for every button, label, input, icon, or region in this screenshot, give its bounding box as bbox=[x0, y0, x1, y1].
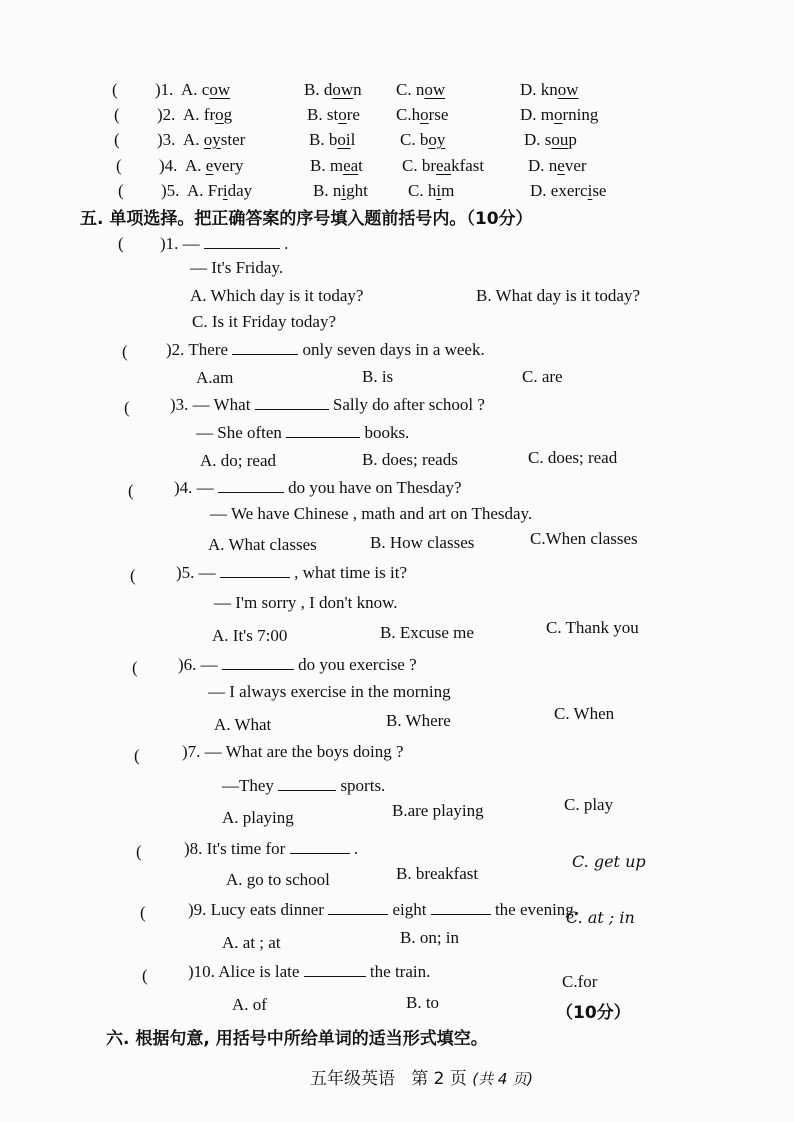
question-stem: )3. — What bbox=[170, 395, 251, 414]
option-text: re bbox=[346, 105, 360, 124]
underlined-letters: i bbox=[222, 181, 228, 200]
answer-line: — We have Chinese , math and art on Thesday. bbox=[210, 504, 533, 523]
question-stem-rest: do you have on Thesday? bbox=[288, 478, 462, 497]
option-text: rse bbox=[428, 105, 449, 124]
option-a: A. What classes bbox=[208, 535, 317, 554]
fill-blank bbox=[255, 395, 329, 410]
pronunciation-option bbox=[185, 156, 244, 176]
option-a: A. What bbox=[214, 715, 272, 734]
option-b: B. Where bbox=[386, 711, 451, 730]
question-number: )4. bbox=[159, 156, 178, 175]
option-a: A. It's 7:00 bbox=[212, 626, 288, 645]
question-10 bbox=[188, 962, 430, 982]
underlined-letters: o bbox=[420, 105, 429, 124]
answer-line bbox=[196, 423, 409, 443]
question-stem-rest: do you exercise ? bbox=[298, 655, 417, 674]
underlined-letters: o bbox=[338, 105, 347, 124]
answer-paren: ( bbox=[140, 903, 146, 922]
answer-paren: ( bbox=[118, 234, 124, 253]
section-5-title: 五. 单项选择。把正确答案的序号填入题前括号内。（10分） bbox=[80, 209, 533, 229]
question-number: )5. bbox=[161, 181, 180, 200]
question-4 bbox=[174, 478, 462, 498]
underlined-letters: i bbox=[436, 181, 442, 200]
option-c: C. get up bbox=[572, 852, 646, 871]
pronunciation-option bbox=[396, 105, 448, 125]
pronunciation-option bbox=[520, 105, 598, 125]
option-a: A.am bbox=[196, 368, 234, 387]
question-stem: )1. — bbox=[160, 234, 200, 253]
question-stem: )4. — bbox=[174, 478, 214, 497]
question-stem: )6. — bbox=[178, 655, 218, 674]
underlined-letters: e bbox=[205, 156, 214, 175]
fill-blank bbox=[304, 962, 366, 977]
option-c: C. Thank you bbox=[546, 618, 639, 637]
option-c: C. When bbox=[554, 704, 615, 723]
question-stem-rest: Sally do after school ? bbox=[332, 395, 485, 414]
pronunciation-option bbox=[524, 130, 577, 150]
question-2 bbox=[166, 340, 485, 360]
option-c: C. Is it Friday today? bbox=[192, 312, 337, 331]
answer-text: — She often bbox=[196, 423, 282, 442]
option-text: C. b bbox=[400, 130, 429, 149]
option-c: C. play bbox=[564, 795, 614, 814]
option-a: A. Which day is it today? bbox=[190, 286, 364, 305]
underlined-letters: oy bbox=[428, 130, 446, 149]
underlined-letters: ou bbox=[551, 130, 569, 149]
fill-blank bbox=[290, 839, 350, 854]
option-b: B. to bbox=[406, 993, 440, 1012]
option-b: B. How classes bbox=[370, 533, 475, 552]
option-text: ver bbox=[564, 156, 587, 175]
pronunciation-option bbox=[396, 80, 445, 100]
option-text: B. d bbox=[304, 80, 333, 99]
option-b: B. is bbox=[362, 367, 394, 386]
option-text: ght bbox=[346, 181, 368, 200]
question-5 bbox=[176, 563, 407, 583]
pronunciation-option bbox=[313, 181, 368, 201]
answer-paren: ( bbox=[130, 566, 136, 585]
option-text: n bbox=[353, 80, 362, 99]
option-text: C.h bbox=[396, 105, 421, 124]
option-text: m bbox=[441, 181, 455, 200]
option-a: A. do; read bbox=[200, 451, 277, 470]
underlined-letters: ea bbox=[343, 156, 359, 175]
question-stem-rest: , what time is it? bbox=[294, 563, 408, 582]
answer-text: sports. bbox=[340, 776, 386, 795]
answer-line bbox=[222, 776, 385, 796]
pronunciation-option bbox=[181, 80, 230, 100]
underlined-letters: ow bbox=[209, 80, 231, 99]
fill-blank bbox=[232, 340, 298, 355]
answer-paren: ( bbox=[128, 481, 134, 500]
pronunciation-option bbox=[183, 130, 245, 150]
option-c: C.for bbox=[562, 972, 598, 991]
option-c: C. does; read bbox=[528, 448, 618, 467]
underlined-letters: i bbox=[587, 181, 593, 200]
option-text: A. fr bbox=[183, 105, 216, 124]
underlined-letters: i bbox=[341, 181, 347, 200]
underlined-letters: ow bbox=[424, 80, 446, 99]
answer-line: — I'm sorry , I don't know. bbox=[214, 593, 398, 612]
fill-blank bbox=[222, 655, 294, 670]
answer-paren: ( bbox=[116, 156, 122, 175]
question-stem: )2. There bbox=[166, 340, 228, 359]
option-text: C. br bbox=[402, 156, 436, 175]
option-text: t bbox=[358, 156, 363, 175]
pronunciation-option bbox=[400, 130, 445, 150]
question-stem: )8. It's time for bbox=[184, 839, 286, 858]
option-text: C. h bbox=[408, 181, 437, 200]
question-stem-rest: only seven days in a week. bbox=[302, 340, 485, 359]
pronunciation-option bbox=[310, 156, 363, 176]
question-stem-rest: the evening. bbox=[494, 900, 579, 919]
underlined-letters: e bbox=[557, 156, 565, 175]
answer-paren: ( bbox=[124, 398, 130, 417]
answer-paren: ( bbox=[134, 746, 140, 765]
answer-paren: ( bbox=[112, 80, 118, 99]
section-6-score: （10分） bbox=[556, 1003, 631, 1023]
question-stem-mid: eight bbox=[392, 900, 427, 919]
option-a: A. of bbox=[232, 995, 267, 1014]
fill-blank bbox=[286, 423, 360, 438]
option-text: B. m bbox=[310, 156, 344, 175]
underlined-letters: ow bbox=[332, 80, 354, 99]
pronunciation-option bbox=[530, 181, 606, 201]
option-b: B. breakfast bbox=[396, 864, 479, 883]
question-9 bbox=[188, 900, 578, 920]
option-text: A. bbox=[183, 130, 204, 149]
pronunciation-option bbox=[304, 80, 362, 100]
option-text: A. bbox=[185, 156, 206, 175]
pronunciation-option bbox=[187, 181, 252, 201]
answer-paren: ( bbox=[114, 130, 120, 149]
fill-blank bbox=[328, 900, 388, 915]
option-b: B. on; in bbox=[400, 928, 460, 947]
question-stem: )10. Alice is late bbox=[188, 962, 300, 981]
fill-blank bbox=[204, 234, 280, 249]
option-b: B. does; reads bbox=[362, 450, 458, 469]
answer-paren: ( bbox=[122, 342, 128, 361]
fill-blank bbox=[220, 563, 290, 578]
option-text: B. st bbox=[307, 105, 339, 124]
option-text: D. n bbox=[528, 156, 558, 175]
option-text: B. n bbox=[313, 181, 342, 200]
pronunciation-option bbox=[408, 181, 454, 201]
question-number: )3. bbox=[157, 130, 176, 149]
footer-total: (共 4 页) bbox=[472, 1070, 534, 1088]
option-a: A. playing bbox=[222, 808, 294, 827]
fill-blank bbox=[431, 900, 491, 915]
option-text: se bbox=[592, 181, 607, 200]
option-a: A. at ; at bbox=[222, 933, 281, 952]
answer-line: — It's Friday. bbox=[190, 258, 284, 277]
question-3 bbox=[170, 395, 485, 415]
answer-paren: ( bbox=[142, 966, 148, 985]
option-text: B. b bbox=[309, 130, 338, 149]
answer-paren: ( bbox=[136, 842, 142, 861]
option-text: A. c bbox=[181, 80, 210, 99]
question-7: )7. — What are the boys doing ? bbox=[182, 742, 404, 761]
option-text: p bbox=[568, 130, 577, 149]
fill-blank bbox=[278, 776, 336, 791]
question-1: )1. — . bbox=[160, 234, 289, 253]
fill-blank bbox=[218, 478, 284, 493]
section-6-title: 六. 根据句意, 用括号中所给单词的适当形式填空。 bbox=[106, 1029, 488, 1049]
option-text: l bbox=[350, 130, 356, 149]
option-b: B. Excuse me bbox=[380, 623, 474, 642]
option-b: B.are playing bbox=[392, 801, 484, 820]
option-c: C. at ; in bbox=[566, 908, 635, 927]
footer-page: 第 2 页 bbox=[411, 1069, 467, 1089]
option-text: D. exerc bbox=[530, 181, 588, 200]
underlined-letters: o bbox=[215, 105, 224, 124]
underlined-letters: ea bbox=[436, 156, 452, 175]
option-text: day bbox=[227, 181, 253, 200]
question-number: )1. bbox=[155, 80, 174, 99]
option-text: very bbox=[213, 156, 244, 175]
option-text: kfast bbox=[451, 156, 485, 175]
option-c: C. are bbox=[522, 367, 563, 386]
answer-paren: ( bbox=[132, 658, 138, 677]
option-text: D. m bbox=[520, 105, 554, 124]
question-stem: )5. — bbox=[176, 563, 216, 582]
underlined-letters: oy bbox=[203, 130, 221, 149]
option-text: g bbox=[223, 105, 233, 124]
question-number: )2. bbox=[157, 105, 176, 124]
option-text: C. n bbox=[396, 80, 425, 99]
question-stem-rest: the train. bbox=[369, 962, 431, 981]
pronunciation-option bbox=[183, 105, 232, 125]
question-8 bbox=[184, 839, 358, 859]
underlined-letters: ow bbox=[557, 80, 579, 99]
pronunciation-option bbox=[402, 156, 484, 176]
option-text: ster bbox=[220, 130, 246, 149]
option-text: D. s bbox=[524, 130, 552, 149]
pronunciation-option bbox=[528, 156, 587, 176]
pronunciation-option bbox=[307, 105, 360, 125]
page-footer bbox=[310, 1064, 533, 1089]
option-text: rning bbox=[562, 105, 599, 124]
underlined-letters: oi bbox=[337, 130, 351, 149]
option-text: A. Fr bbox=[187, 181, 223, 200]
pronunciation-option bbox=[309, 130, 355, 150]
option-c: C.When classes bbox=[530, 529, 638, 548]
answer-text: books. bbox=[364, 423, 410, 442]
pronunciation-option bbox=[520, 80, 579, 100]
underlined-letters: o bbox=[554, 105, 563, 124]
option-text: D. kn bbox=[520, 80, 558, 99]
answer-paren: ( bbox=[114, 105, 120, 124]
footer-subject: 五年级英语 bbox=[310, 1069, 395, 1089]
question-stem-rest: . bbox=[353, 839, 359, 858]
question-6 bbox=[178, 655, 417, 675]
answer-line: — I always exercise in the morning bbox=[208, 682, 451, 701]
question-stem: )9. Lucy eats dinner bbox=[188, 900, 324, 919]
answer-text: —They bbox=[222, 776, 274, 795]
option-b: B. What day is it today? bbox=[476, 286, 640, 305]
option-a: A. go to school bbox=[226, 870, 330, 889]
answer-paren: ( bbox=[118, 181, 124, 200]
